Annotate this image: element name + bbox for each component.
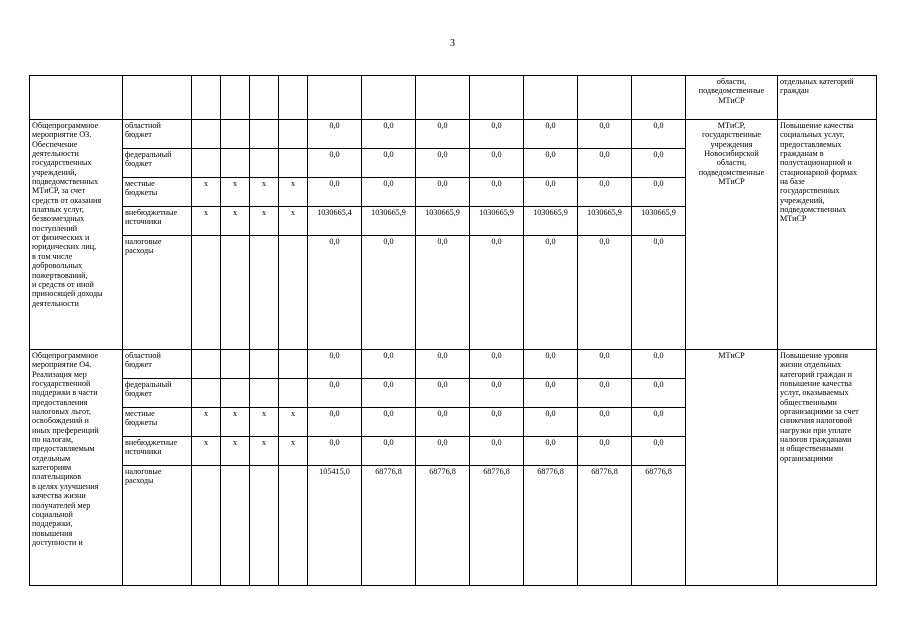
mark-cell: x xyxy=(279,178,308,207)
value-cell: 0,0 xyxy=(416,236,470,350)
funding-source: налоговые расходы xyxy=(123,236,192,350)
value-cell: 0,0 xyxy=(416,178,470,207)
mark-cell: x xyxy=(221,408,250,437)
mark-cell: x xyxy=(279,408,308,437)
funding-source: федеральный бюджет xyxy=(123,149,192,178)
mark-cell xyxy=(250,379,279,408)
mark-cell xyxy=(192,466,221,586)
mark-cell: x xyxy=(250,408,279,437)
value-cell: 1030665,9 xyxy=(578,207,632,236)
value-cell: 0,0 xyxy=(416,379,470,408)
value-cell: 0,0 xyxy=(470,178,524,207)
value-cell: 0,0 xyxy=(470,149,524,178)
mark-cell xyxy=(279,379,308,408)
value-cell: 0,0 xyxy=(632,236,686,350)
empty-cell xyxy=(632,76,686,120)
responsible-cell: МТиСР xyxy=(686,350,778,586)
mark-cell xyxy=(279,466,308,586)
result-cell: Повышение уровня жизни отдельных категорий граждан и повышение качества услуг, оказываемых общественными организациями за счет снижения налоговой нагрузки при уплате налогов гражданами и общественными организациями xyxy=(778,350,877,586)
activity-title: Общепрограммное мероприятие О3. Обеспечение деятельности государственных учреждений, подведомственных МТиСР, за счет средств от оказания платных услуг, безвозмездных поступлений от физических и юридических лиц, в том числе добровольных пожертвований, и средств от иной приносящей доходы деятельности xyxy=(30,120,123,350)
value-cell: 1030665,9 xyxy=(362,207,416,236)
responsible-cell: МТиСР, государственные учреждения Новосибирской области, подведомственные МТиСР xyxy=(686,120,778,350)
mark-cell xyxy=(192,236,221,350)
value-cell: 0,0 xyxy=(578,120,632,149)
value-cell: 1030665,9 xyxy=(632,207,686,236)
value-cell: 0,0 xyxy=(632,120,686,149)
empty-cell xyxy=(470,76,524,120)
responsible-cell: области, подведомственные МТиСР xyxy=(686,76,778,120)
funding-source: местные бюджеты xyxy=(123,408,192,437)
mark-cell: x xyxy=(221,437,250,466)
value-cell: 0,0 xyxy=(362,120,416,149)
value-cell: 0,0 xyxy=(308,236,362,350)
continuation-header-row xyxy=(30,76,877,120)
value-cell: 0,0 xyxy=(578,236,632,350)
funding-source: налоговые расходы xyxy=(123,466,192,586)
mark-cell xyxy=(279,120,308,149)
value-cell: 0,0 xyxy=(470,379,524,408)
mark-cell xyxy=(250,466,279,586)
value-cell: 0,0 xyxy=(362,437,416,466)
empty-cell xyxy=(362,76,416,120)
value-cell: 0,0 xyxy=(578,149,632,178)
value-cell: 0,0 xyxy=(470,408,524,437)
empty-cell xyxy=(524,76,578,120)
value-cell: 0,0 xyxy=(578,350,632,379)
funding-source: местные бюджеты xyxy=(123,178,192,207)
empty-cell xyxy=(221,76,250,120)
mark-cell xyxy=(192,120,221,149)
mark-cell xyxy=(192,149,221,178)
activity-title: Общепрограммное мероприятие О4. Реализация мер государственной поддержки в части предоставления налоговых льгот, освобождений и иных преференций по налогам, предоставляемым отдельным категориям плательщиков в целях улучшения качества жизни получателей мер социальной поддержки, повышения доступности и xyxy=(30,350,123,586)
mark-cell: x xyxy=(192,437,221,466)
value-cell: 1030665,9 xyxy=(470,207,524,236)
funding-row xyxy=(30,120,877,149)
mark-cell xyxy=(250,149,279,178)
value-cell: 0,0 xyxy=(578,379,632,408)
mark-cell: x xyxy=(221,178,250,207)
mark-cell xyxy=(279,350,308,379)
value-cell: 0,0 xyxy=(524,350,578,379)
value-cell: 0,0 xyxy=(578,408,632,437)
value-cell: 0,0 xyxy=(470,350,524,379)
value-cell: 68776,8 xyxy=(416,466,470,586)
value-cell: 0,0 xyxy=(632,408,686,437)
mark-cell: x xyxy=(221,207,250,236)
value-cell: 0,0 xyxy=(470,437,524,466)
value-cell: 0,0 xyxy=(578,178,632,207)
value-cell: 0,0 xyxy=(524,236,578,350)
value-cell: 0,0 xyxy=(416,408,470,437)
value-cell: 0,0 xyxy=(524,437,578,466)
mark-cell: x xyxy=(192,207,221,236)
mark-cell xyxy=(221,350,250,379)
value-cell: 0,0 xyxy=(632,437,686,466)
value-cell: 0,0 xyxy=(308,379,362,408)
funding-row xyxy=(30,350,877,379)
table-body xyxy=(30,76,877,586)
funding-source: внебюджетные источники xyxy=(123,207,192,236)
value-cell: 0,0 xyxy=(308,437,362,466)
value-cell: 105415,0 xyxy=(308,466,362,586)
result-cell: Повышение качества социальных услуг, предоставляемых гражданам в полустационарной и стационарной формах на базе государственных учреждений, подведомственных МТиСР xyxy=(778,120,877,350)
mark-cell xyxy=(221,149,250,178)
value-cell: 0,0 xyxy=(632,178,686,207)
mark-cell: x xyxy=(250,437,279,466)
value-cell: 0,0 xyxy=(362,379,416,408)
empty-cell xyxy=(123,76,192,120)
value-cell: 0,0 xyxy=(524,379,578,408)
mark-cell xyxy=(250,120,279,149)
empty-cell xyxy=(250,76,279,120)
empty-cell xyxy=(308,76,362,120)
mark-cell: x xyxy=(279,437,308,466)
value-cell: 0,0 xyxy=(632,379,686,408)
funding-source: областной бюджет xyxy=(123,350,192,379)
value-cell: 1030665,9 xyxy=(524,207,578,236)
value-cell: 0,0 xyxy=(308,408,362,437)
mark-cell: x xyxy=(192,408,221,437)
mark-cell xyxy=(221,379,250,408)
value-cell: 68776,8 xyxy=(362,466,416,586)
mark-cell: x xyxy=(250,207,279,236)
value-cell: 0,0 xyxy=(416,120,470,149)
empty-cell xyxy=(30,76,123,120)
value-cell: 0,0 xyxy=(308,178,362,207)
mark-cell xyxy=(221,236,250,350)
empty-cell xyxy=(192,76,221,120)
value-cell: 0,0 xyxy=(470,120,524,149)
value-cell: 0,0 xyxy=(632,149,686,178)
value-cell: 0,0 xyxy=(524,408,578,437)
value-cell: 1030665,9 xyxy=(416,207,470,236)
empty-cell xyxy=(416,76,470,120)
value-cell: 68776,8 xyxy=(632,466,686,586)
program-activities-table xyxy=(29,75,877,586)
value-cell: 0,0 xyxy=(524,178,578,207)
value-cell: 0,0 xyxy=(632,350,686,379)
mark-cell xyxy=(279,149,308,178)
value-cell: 0,0 xyxy=(470,236,524,350)
value-cell: 68776,8 xyxy=(524,466,578,586)
mark-cell: x xyxy=(250,178,279,207)
mark-cell xyxy=(221,466,250,586)
mark-cell xyxy=(192,350,221,379)
value-cell: 0,0 xyxy=(416,437,470,466)
funding-source: областной бюджет xyxy=(123,120,192,149)
value-cell: 68776,8 xyxy=(578,466,632,586)
value-cell: 0,0 xyxy=(362,408,416,437)
funding-source: внебюджетные источники xyxy=(123,437,192,466)
value-cell: 0,0 xyxy=(524,149,578,178)
value-cell: 0,0 xyxy=(308,149,362,178)
value-cell: 0,0 xyxy=(308,120,362,149)
value-cell: 68776,8 xyxy=(470,466,524,586)
value-cell: 0,0 xyxy=(362,178,416,207)
mark-cell xyxy=(250,350,279,379)
value-cell: 0,0 xyxy=(578,437,632,466)
mark-cell: x xyxy=(279,207,308,236)
funding-source: федеральный бюджет xyxy=(123,379,192,408)
result-cell: отдельных категорий граждан xyxy=(778,76,877,120)
value-cell: 0,0 xyxy=(362,350,416,379)
value-cell: 0,0 xyxy=(362,149,416,178)
mark-cell xyxy=(279,236,308,350)
value-cell: 1030665,4 xyxy=(308,207,362,236)
value-cell: 0,0 xyxy=(416,149,470,178)
empty-cell xyxy=(279,76,308,120)
page-number: 3 xyxy=(450,38,455,49)
empty-cell xyxy=(578,76,632,120)
value-cell: 0,0 xyxy=(416,350,470,379)
mark-cell xyxy=(221,120,250,149)
value-cell: 0,0 xyxy=(308,350,362,379)
mark-cell xyxy=(250,236,279,350)
mark-cell: x xyxy=(192,178,221,207)
value-cell: 0,0 xyxy=(362,236,416,350)
mark-cell xyxy=(192,379,221,408)
value-cell: 0,0 xyxy=(524,120,578,149)
